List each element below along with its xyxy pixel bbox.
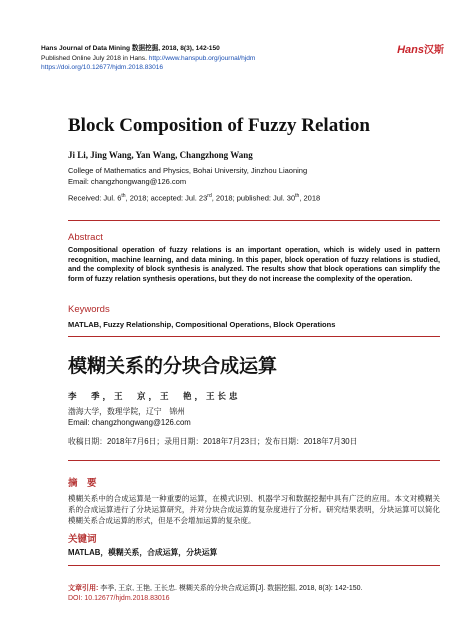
received: Received: Jul. 6 (68, 193, 122, 203)
cn-paper-title: 模糊关系的分块合成运算 (68, 355, 278, 377)
cn-keywords: MATLAB，模糊关系，合成运算，分块运算 (68, 548, 218, 557)
published: , 2018; published: Jul. 30 (211, 193, 296, 203)
divider (68, 460, 440, 461)
divider (68, 565, 440, 566)
cn-keywords-heading: 关键词 (68, 534, 97, 545)
cn-authors: 李 季，王 京，王 艳，王长忠 (68, 391, 241, 401)
cn-affiliation-block (68, 406, 191, 428)
logo-text: Hans (397, 44, 424, 56)
citation-line (68, 584, 448, 594)
dates (68, 193, 320, 203)
journal-name: Hans Journal of Data Mining 数据挖掘, 2018, 8(3), 142-150 (41, 45, 220, 52)
divider (68, 220, 440, 221)
logo-cn: 汉斯 (424, 45, 444, 56)
affiliation: College of Mathematics and Physics, Bohai University, Jinzhou Liaoning (68, 166, 308, 175)
published-text: Published Online July 2018 in Hans. (41, 54, 149, 62)
cn-affiliation: 渤海大学，数理学院，辽宁 锦州 (68, 407, 185, 416)
citation-label: 文章引用: (68, 585, 101, 592)
dates-tail: , 2018 (299, 193, 321, 203)
published-sup: th (295, 193, 300, 199)
journal-header (41, 44, 255, 73)
doi-link[interactable]: https://doi.org/10.12677/hjdm.2018.83016 (41, 64, 164, 72)
divider (68, 336, 440, 337)
paper-title: Block Composition of Fuzzy Relation (68, 115, 370, 136)
accepted: , 2018; accepted: Jul. 23 (125, 193, 208, 203)
journal-link[interactable]: http://www.hanspub.org/journal/hjdm (148, 54, 256, 62)
accepted-sup: rd (207, 193, 212, 199)
abstract-heading: Abstract (68, 232, 103, 243)
cn-abstract: 模糊关系中的合成运算是一种重要的运算，在模式识别、机器学习和数据挖掘中具有广泛的应用。本文对模糊关系的合成运算进行了分块运算研究，并对分块合成运算的复杂度进行了分析。研究结果表明，分块运算可以简化模糊关系合成运算的形式，但是不会增加运算的复杂度。 (68, 494, 440, 526)
citation (68, 584, 448, 604)
received-sup: th (121, 193, 126, 199)
email: Email: changzhongwang@126.com (68, 176, 187, 186)
citation-text: 李季, 王京, 王艳, 王长忠. 模糊关系的分块合成运算[J]. 数据挖掘, 2018, 8(3): 142-150. (100, 585, 363, 592)
hans-logo (397, 41, 444, 56)
abstract: Compositional operation of fuzzy relations is an important operation, which is widely used in pattern recognition, machine learning, and data mining. In this paper, block operation of fuzzy relations is studied, and the complexity of block synthesis is analyzed. The results show that block operations can simplify the form of fuzzy relation synthesis operations, but they do not increase the complexity of the operation. (68, 245, 440, 283)
cn-abstract-heading: 摘 要 (68, 478, 97, 489)
authors: Ji Li, Jing Wang, Yan Wang, Changzhong Wang (68, 150, 253, 160)
cn-email: Email: changzhongwang@126.com (68, 418, 191, 427)
keywords: MATLAB, Fuzzy Relationship, Compositional Operations, Block Operations (68, 320, 336, 329)
affiliation-block (68, 166, 307, 187)
published-line (41, 54, 255, 64)
cn-dates: 收稿日期：2018年7月6日；录用日期：2018年7月23日；发布日期：2018年7月30日 (68, 437, 358, 446)
citation-doi[interactable]: DOI: 10.12677/hjdm.2018.83016 (68, 595, 170, 602)
keywords-heading: Keywords (68, 304, 110, 315)
